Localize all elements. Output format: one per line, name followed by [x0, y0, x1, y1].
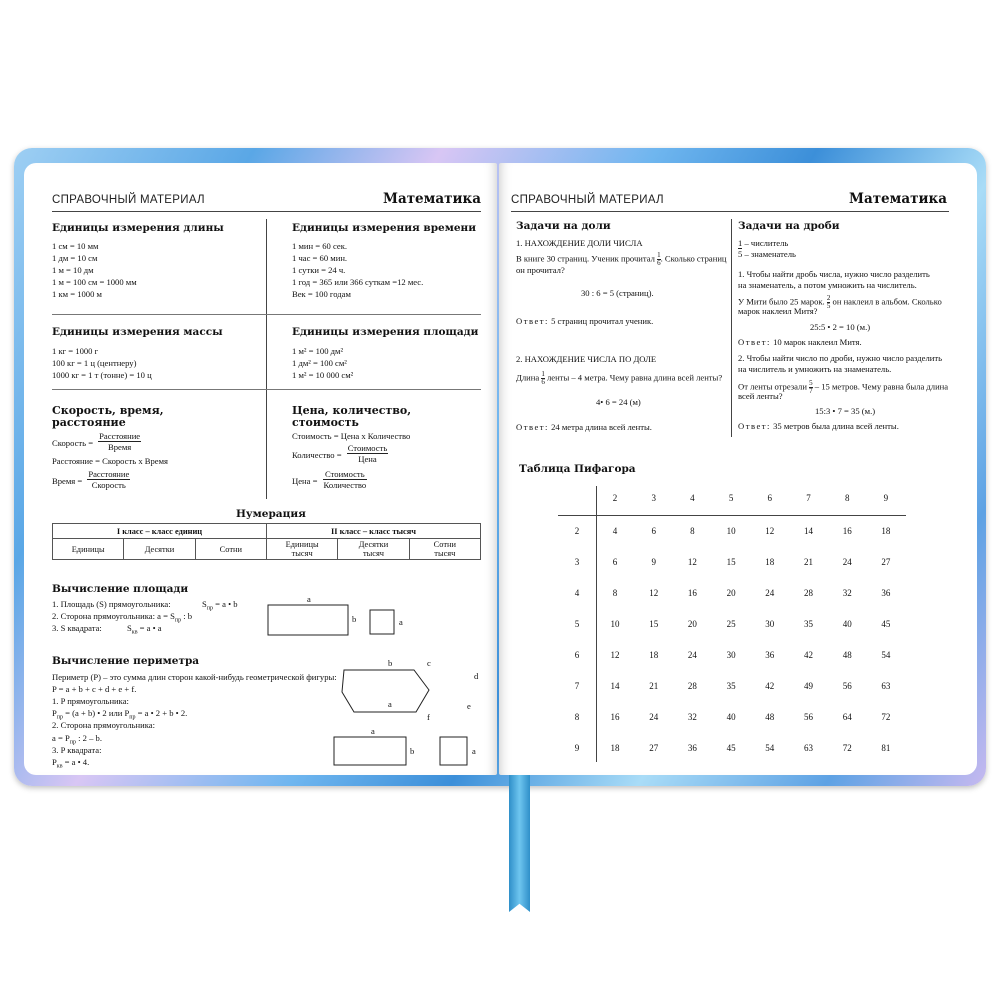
pythagoras-cell: 27 [881, 557, 891, 567]
price-formula [292, 469, 367, 490]
right-header-title: Математика [849, 191, 947, 207]
pythagoras-cell: 45 [881, 619, 891, 629]
col-tens-thousands-l2: тысяч [362, 549, 385, 558]
area-calc-title: Вычисление площади [52, 583, 189, 595]
mass-line: 1 кг = 1000 г [52, 346, 99, 356]
numeration-title: Нумерация [236, 508, 306, 520]
quantity-formula-left: Количество = [292, 450, 342, 460]
perimeter-rect-label: 1. P прямоугольника: [52, 696, 129, 706]
pythagoras-cell: 6 [651, 526, 656, 536]
pythagoras-cell: 10 [610, 619, 620, 629]
shares-p2-a: Длина [516, 372, 540, 383]
length-line: 1 км = 1000 м [52, 289, 102, 299]
pythagoras-cell: 42 [765, 681, 775, 691]
pythagoras-cell: 18 [649, 650, 659, 660]
shares-p2-num: 1 [541, 370, 545, 378]
bookmark-ribbon[interactable] [509, 775, 530, 912]
perimeter-rect-sub2: пр [129, 714, 136, 721]
numerator-digit: 1 [738, 238, 743, 248]
perimeter-side-label: 2. Сторона прямоугольника: [52, 720, 156, 730]
pythagoras-cell: 32 [687, 712, 697, 722]
perimeter-side-rest: : 2 – b. [75, 733, 102, 743]
perimeter-def: Периметр (P) – это сумма длин сторон какой-нибудь геометрической фигуры: [52, 672, 337, 682]
pythagoras-cell: 40 [726, 712, 736, 722]
area-rectangle-shape [268, 605, 348, 635]
fraction-p1-b: он наклеил в альбом. Сколько [832, 296, 942, 307]
speed-title-line2: расстояние [52, 416, 126, 429]
fraction-rule1-l2: на знаменатель, а потом умножить на числитель. [738, 280, 917, 290]
pythagoras-col-header: 6 [767, 493, 773, 503]
perimeter-square-sub: кв [56, 763, 63, 770]
numerator-def [738, 238, 788, 249]
fraction-p1-den: 5 [826, 302, 831, 310]
area-side-formula: 2. Сторона прямоугольника: a = S [52, 611, 175, 621]
pythagoras-cell: 36 [765, 650, 775, 660]
time-line: 1 час = 60 мин. [292, 253, 348, 263]
pythagoras-cell: 25 [726, 619, 736, 629]
rect-label-b: b [352, 614, 357, 624]
pythagoras-cell: 18 [765, 557, 775, 567]
hex-label-a: a [388, 699, 392, 709]
pythagoras-cell: 63 [881, 681, 891, 691]
time-formula [52, 469, 130, 490]
perimeter-rect-p: P [52, 708, 57, 718]
pythagoras-cell: 21 [649, 681, 659, 691]
prect-label-a: a [371, 726, 375, 736]
shares-problem2-calc: 4• 6 = 24 (м) [596, 397, 641, 407]
pythagoras-cell: 24 [649, 712, 659, 722]
pythagoras-cell: 24 [842, 557, 852, 567]
perimeter-side-p: a = P [52, 733, 70, 743]
pythagoras-cell: 48 [842, 650, 852, 660]
left-page [24, 163, 497, 775]
pythagoras-cell: 36 [687, 743, 697, 753]
pythagoras-cell: 64 [842, 712, 852, 722]
area-line: 1 м² = 100 дм² [292, 346, 344, 356]
perimeter-title: Вычисление периметра [52, 655, 200, 667]
fraction-p2-den: 7 [809, 387, 813, 395]
area-line: 1 дм² = 100 см² [292, 358, 347, 368]
pythagoras-col-header: 2 [612, 493, 618, 503]
time-formula-den: Скорость [91, 480, 126, 490]
pythagoras-cell: 28 [687, 681, 697, 691]
speed-formula-den: Время [108, 442, 132, 452]
pythagoras-cell: 40 [842, 619, 852, 629]
pythagoras-cell: 14 [610, 681, 620, 691]
price-formula-left: Цена = [292, 476, 318, 486]
mass-line: 100 кг = 1 ц (центнеру) [52, 358, 137, 368]
pythagoras-cell: 12 [649, 588, 659, 598]
area-rect-formula [202, 599, 238, 615]
grid-divider-h1 [52, 314, 481, 315]
col-hundreds-thousands-l2: тысяч [434, 549, 456, 558]
denominator-label: – знаменатель [744, 249, 796, 259]
pythagoras-cell: 4 [612, 526, 618, 536]
pythagoras-cell: 14 [804, 526, 813, 536]
perimeter-square-label: 3. P квадрата: [52, 745, 102, 755]
price-formula-num: Стоимость [323, 469, 368, 480]
pythagoras-cell: 72 [881, 712, 891, 722]
pythagoras-row-header: 8 [574, 712, 580, 722]
answer-text: 24 метра длина всей ленты. [551, 422, 652, 432]
area-square-formula-sub: кв [131, 629, 138, 636]
answer-label: Ответ: [738, 421, 771, 431]
pythagoras-cell: 49 [804, 681, 813, 691]
area-side-formula-rest: : b [181, 611, 193, 621]
fraction-problem2-calc: 15:3 • 7 = 35 (м.) [815, 406, 876, 416]
pythagoras-cell: 48 [765, 712, 775, 722]
pythagoras-cell: 30 [726, 650, 736, 660]
col-tens: Десятки [124, 539, 195, 560]
column-divider [731, 219, 732, 437]
pythagoras-cell: 10 [726, 526, 736, 536]
pythagoras-cell: 16 [610, 712, 620, 722]
pythagoras-cell: 20 [687, 619, 697, 629]
col-hundreds: Сотни [195, 539, 266, 560]
perimeter-rect-sub: пр [56, 714, 63, 721]
pythagoras-cell: 24 [765, 588, 775, 598]
col-units-thousands [266, 539, 337, 560]
length-units-title: Единицы измерения длины [52, 222, 224, 234]
grid-divider-v [266, 219, 267, 499]
pythagoras-cell: 20 [726, 588, 736, 598]
length-line: 1 м = 10 дм [52, 265, 94, 275]
pythagoras-cell: 72 [842, 743, 852, 753]
pythagoras-cell: 15 [726, 557, 736, 567]
denominator-def [738, 249, 796, 260]
time-formula-left: Время = [52, 476, 83, 486]
numerator-label: – числитель [744, 238, 789, 248]
pythagoras-cell: 56 [804, 712, 813, 722]
pythagoras-cell: 8 [690, 526, 695, 536]
pythagoras-col-header: 3 [651, 493, 656, 503]
perimeter-sum: P = a + b + c + d + e + f. [52, 684, 137, 694]
answer-text: 10 марок наклеил Митя. [773, 337, 862, 347]
area-square-formula [127, 623, 162, 639]
perimeter-side-sub: пр [69, 739, 76, 746]
pythagoras-cell: 16 [687, 588, 697, 598]
area-square-formula-rest: = a • a [137, 623, 162, 633]
hex-label-c: c [427, 658, 431, 668]
fraction-rule1-l1: 1. Чтобы найти дробь числа, нужно число разделить [738, 269, 930, 279]
mass-units-title: Единицы измерения массы [52, 326, 223, 338]
length-line: 1 м = 100 см = 1000 мм [52, 277, 137, 287]
answer-text: 35 метров была длина всей ленты. [773, 421, 899, 431]
price-formula-den: Количество [323, 480, 367, 490]
pythagoras-col-header: 5 [728, 493, 734, 503]
pythagoras-cell: 16 [842, 526, 852, 536]
shares-problem2-title: 2. НАХОЖДЕНИЕ ЧИСЛА ПО ДОЛЕ [516, 354, 657, 364]
pythagoras-cell: 56 [842, 681, 852, 691]
length-line: 1 см = 10 мм [52, 241, 99, 251]
pythagoras-cell: 54 [765, 743, 775, 753]
prect-label-b: b [410, 746, 415, 756]
hex-label-e: e [467, 701, 471, 711]
hex-label-f: f [427, 712, 430, 722]
pythagoras-row-header: 2 [574, 526, 580, 536]
pythagoras-cell: 6 [612, 557, 618, 567]
shares-p1-b: . Сколько страниц [660, 253, 727, 264]
pythagoras-cell: 8 [612, 588, 618, 598]
time-units-title: Единицы измерения времени [292, 222, 476, 234]
col-units-thousands-l1: Единицы [285, 540, 319, 549]
header-rule [52, 211, 481, 212]
pythagoras-cell: 30 [765, 619, 775, 629]
perimeter-square-rest: = a • 4. [62, 757, 90, 767]
psquare-label-a: a [472, 746, 476, 756]
pythagoras-col-header: 9 [883, 493, 889, 503]
mass-line: 1000 кг = 1 т (тонне) = 10 ц [52, 370, 152, 380]
pythagoras-vertical-rule [596, 486, 597, 762]
area-rect-formula-rest: = a • b [213, 599, 238, 609]
pythagoras-cell: 42 [804, 650, 813, 660]
shares-p2-den: 6 [541, 378, 545, 386]
right-page [499, 163, 977, 775]
distance-formula: Расстояние = Скорость х Время [52, 456, 168, 466]
cost-formula: Стоимость = Цена х Количество [292, 431, 411, 441]
col-tens-thousands-l1: Десятки [358, 540, 389, 549]
pythagoras-cell: 24 [687, 650, 697, 660]
pythagoras-row-header: 4 [574, 588, 580, 598]
hex-label-d: d [474, 671, 479, 681]
class-units-header: I класс – класс единиц [53, 524, 267, 539]
pythagoras-cell: 81 [881, 743, 891, 753]
shares-p2-b: ленты – 4 метра. Чему равна длина всей ленты? [546, 372, 723, 383]
time-line: 1 сутки = 24 ч. [292, 265, 346, 275]
pythagoras-cell: 27 [649, 743, 659, 753]
perimeter-square-shape [440, 737, 467, 765]
speed-formula-left: Скорость = [52, 438, 94, 448]
fraction-p1-num: 2 [826, 294, 831, 302]
fractions-title: Задачи на дроби [738, 220, 840, 232]
perimeter-rect-mid: = (a + b) • 2 или P [63, 708, 130, 718]
shares-p1-a: В книге 30 страниц. Ученик прочитал [516, 253, 655, 264]
perimeter-rect-end: = a • 2 + b • 2. [135, 708, 188, 718]
quantity-formula [292, 443, 388, 464]
shares-problem2-text [516, 371, 722, 386]
fraction-problem1-l2: марок наклеил Митя? [738, 306, 818, 316]
header-rule [511, 211, 949, 212]
pythagoras-row-header: 7 [574, 681, 580, 691]
grid-divider-h2 [52, 389, 481, 390]
pythagoras-row-header: 5 [574, 619, 580, 629]
price-title-line1: Цена, количество, [292, 404, 412, 417]
shares-p1-num: 1 [657, 251, 661, 259]
pythagoras-row-header: 6 [574, 650, 580, 660]
col-tens-thousands [338, 539, 409, 560]
speed-title-line1: Скорость, время, [52, 404, 164, 417]
shares-problem1-text2: он прочитал? [516, 265, 565, 275]
pythagoras-cell: 21 [804, 557, 813, 567]
class-thousands-header: II класс – класс тысяч [266, 524, 480, 539]
pythagoras-cell: 15 [649, 619, 659, 629]
pythagoras-cell: 35 [726, 681, 736, 691]
area-calc-line3: 3. S квадрата: [52, 623, 102, 633]
fraction-problem2-answer [738, 421, 899, 432]
right-header-label: СПРАВОЧНЫЙ МАТЕРИАЛ [511, 194, 664, 206]
area-rect-formula-sub: пр [206, 605, 213, 612]
area-square-shape [370, 610, 394, 634]
col-hundreds-thousands-l1: Сотни [433, 540, 456, 549]
quantity-formula-den: Цена [358, 454, 377, 464]
fraction-problem1-answer [738, 337, 862, 348]
area-side-formula-sub: пр [174, 617, 182, 624]
hexagon-shape [342, 670, 429, 712]
shares-problem1-calc: 30 : 6 = 5 (страниц). [581, 288, 654, 298]
numeration-table [52, 523, 481, 560]
pythagoras-cell: 9 [651, 557, 656, 567]
perimeter-shapes-diagram [324, 660, 494, 772]
pythagoras-cell: 28 [804, 588, 813, 598]
hex-label-b: b [388, 658, 393, 668]
speed-formula [52, 431, 141, 452]
col-units-thousands-l2: тысяч [291, 549, 313, 558]
fraction-p2-a: От ленты отрезали [738, 381, 807, 392]
pythagoras-cell: 63 [804, 743, 813, 753]
answer-text: 5 страниц прочитал ученик. [551, 316, 654, 326]
pythagoras-col-header: 7 [806, 493, 811, 503]
time-line: 1 мин = 60 сек. [292, 241, 348, 251]
pythagoras-cell: 54 [881, 650, 891, 660]
fraction-p2-num: 5 [809, 379, 813, 387]
col-hundreds-thousands [409, 539, 480, 560]
pythagoras-col-header: 8 [844, 493, 850, 503]
area-units-title: Единицы измерения площади [292, 326, 479, 338]
perimeter-square-p: P [52, 757, 57, 767]
perimeter-rectangle-shape [334, 737, 406, 765]
square-label-a: a [399, 617, 403, 627]
quantity-formula-num: Стоимость [347, 443, 388, 453]
answer-label: Ответ: [516, 316, 549, 326]
pythagoras-cell: 32 [842, 588, 852, 598]
price-title-line2: стоимость [292, 416, 359, 429]
pythagoras-cell: 12 [765, 526, 775, 536]
fraction-rule2-l1: 2. Чтобы найти число по дроби, нужно число разделить [738, 353, 943, 363]
fraction-problem2-l2: всей ленты? [738, 391, 783, 401]
speed-formula-num: Расстояние [99, 431, 141, 441]
denominator-digit: 5 [738, 249, 743, 259]
pythagoras-cell: 45 [726, 743, 736, 753]
time-line: 1 год = 365 или 366 суткам =12 мес. [292, 277, 424, 287]
shares-p1-den: 6 [657, 259, 661, 267]
pythagoras-horizontal-rule [558, 515, 906, 516]
pythagoras-cell: 12 [610, 650, 620, 660]
answer-label: Ответ: [738, 337, 771, 347]
pythagoras-row-header: 3 [574, 557, 580, 567]
pythagoras-cell: 18 [881, 526, 891, 536]
shares-problem1-answer [516, 316, 653, 327]
pythagoras-row-header: 9 [574, 743, 580, 753]
time-line: Век = 100 годам [292, 289, 351, 299]
pythagoras-cell: 36 [881, 588, 891, 598]
shares-problem2-answer [516, 422, 652, 433]
fraction-rule2-l2: на числитель и умножить на знаменатель. [738, 364, 892, 374]
fraction-problem1-calc: 25:5 • 2 = 10 (м.) [810, 322, 871, 332]
time-formula-num: Расстояние [88, 469, 130, 479]
shares-problem1-title: 1. НАХОЖДЕНИЕ ДОЛИ ЧИСЛА [516, 238, 643, 248]
area-line: 1 м² = 10 000 см² [292, 370, 354, 380]
pythagoras-cell: 18 [610, 743, 620, 753]
answer-label: Ответ: [516, 422, 549, 432]
pythagoras-title: Таблица Пифагора [519, 463, 636, 475]
rect-label-a: a [307, 594, 311, 604]
pythagoras-cell: 12 [687, 557, 697, 567]
left-header-label: СПРАВОЧНЫЙ МАТЕРИАЛ [52, 194, 205, 206]
pythagoras-col-header: 4 [690, 493, 695, 503]
pythagoras-cell: 35 [804, 619, 813, 629]
perimeter-square-formula [52, 757, 89, 773]
fraction-p2-b: – 15 метров. Чему равна была длина [814, 381, 949, 392]
length-line: 1 дм = 10 см [52, 253, 98, 263]
area-calc-line1: 1. Площадь (S) прямоугольника: [52, 599, 171, 609]
area-square-formula-s: S [127, 623, 132, 633]
area-rect-formula-s: S [202, 599, 207, 609]
left-header-title: Математика [383, 191, 481, 207]
fraction-p1-a: У Мити было 25 марок. [738, 296, 825, 307]
shares-title: Задачи на доли [516, 220, 611, 232]
col-units: Единицы [53, 539, 124, 560]
